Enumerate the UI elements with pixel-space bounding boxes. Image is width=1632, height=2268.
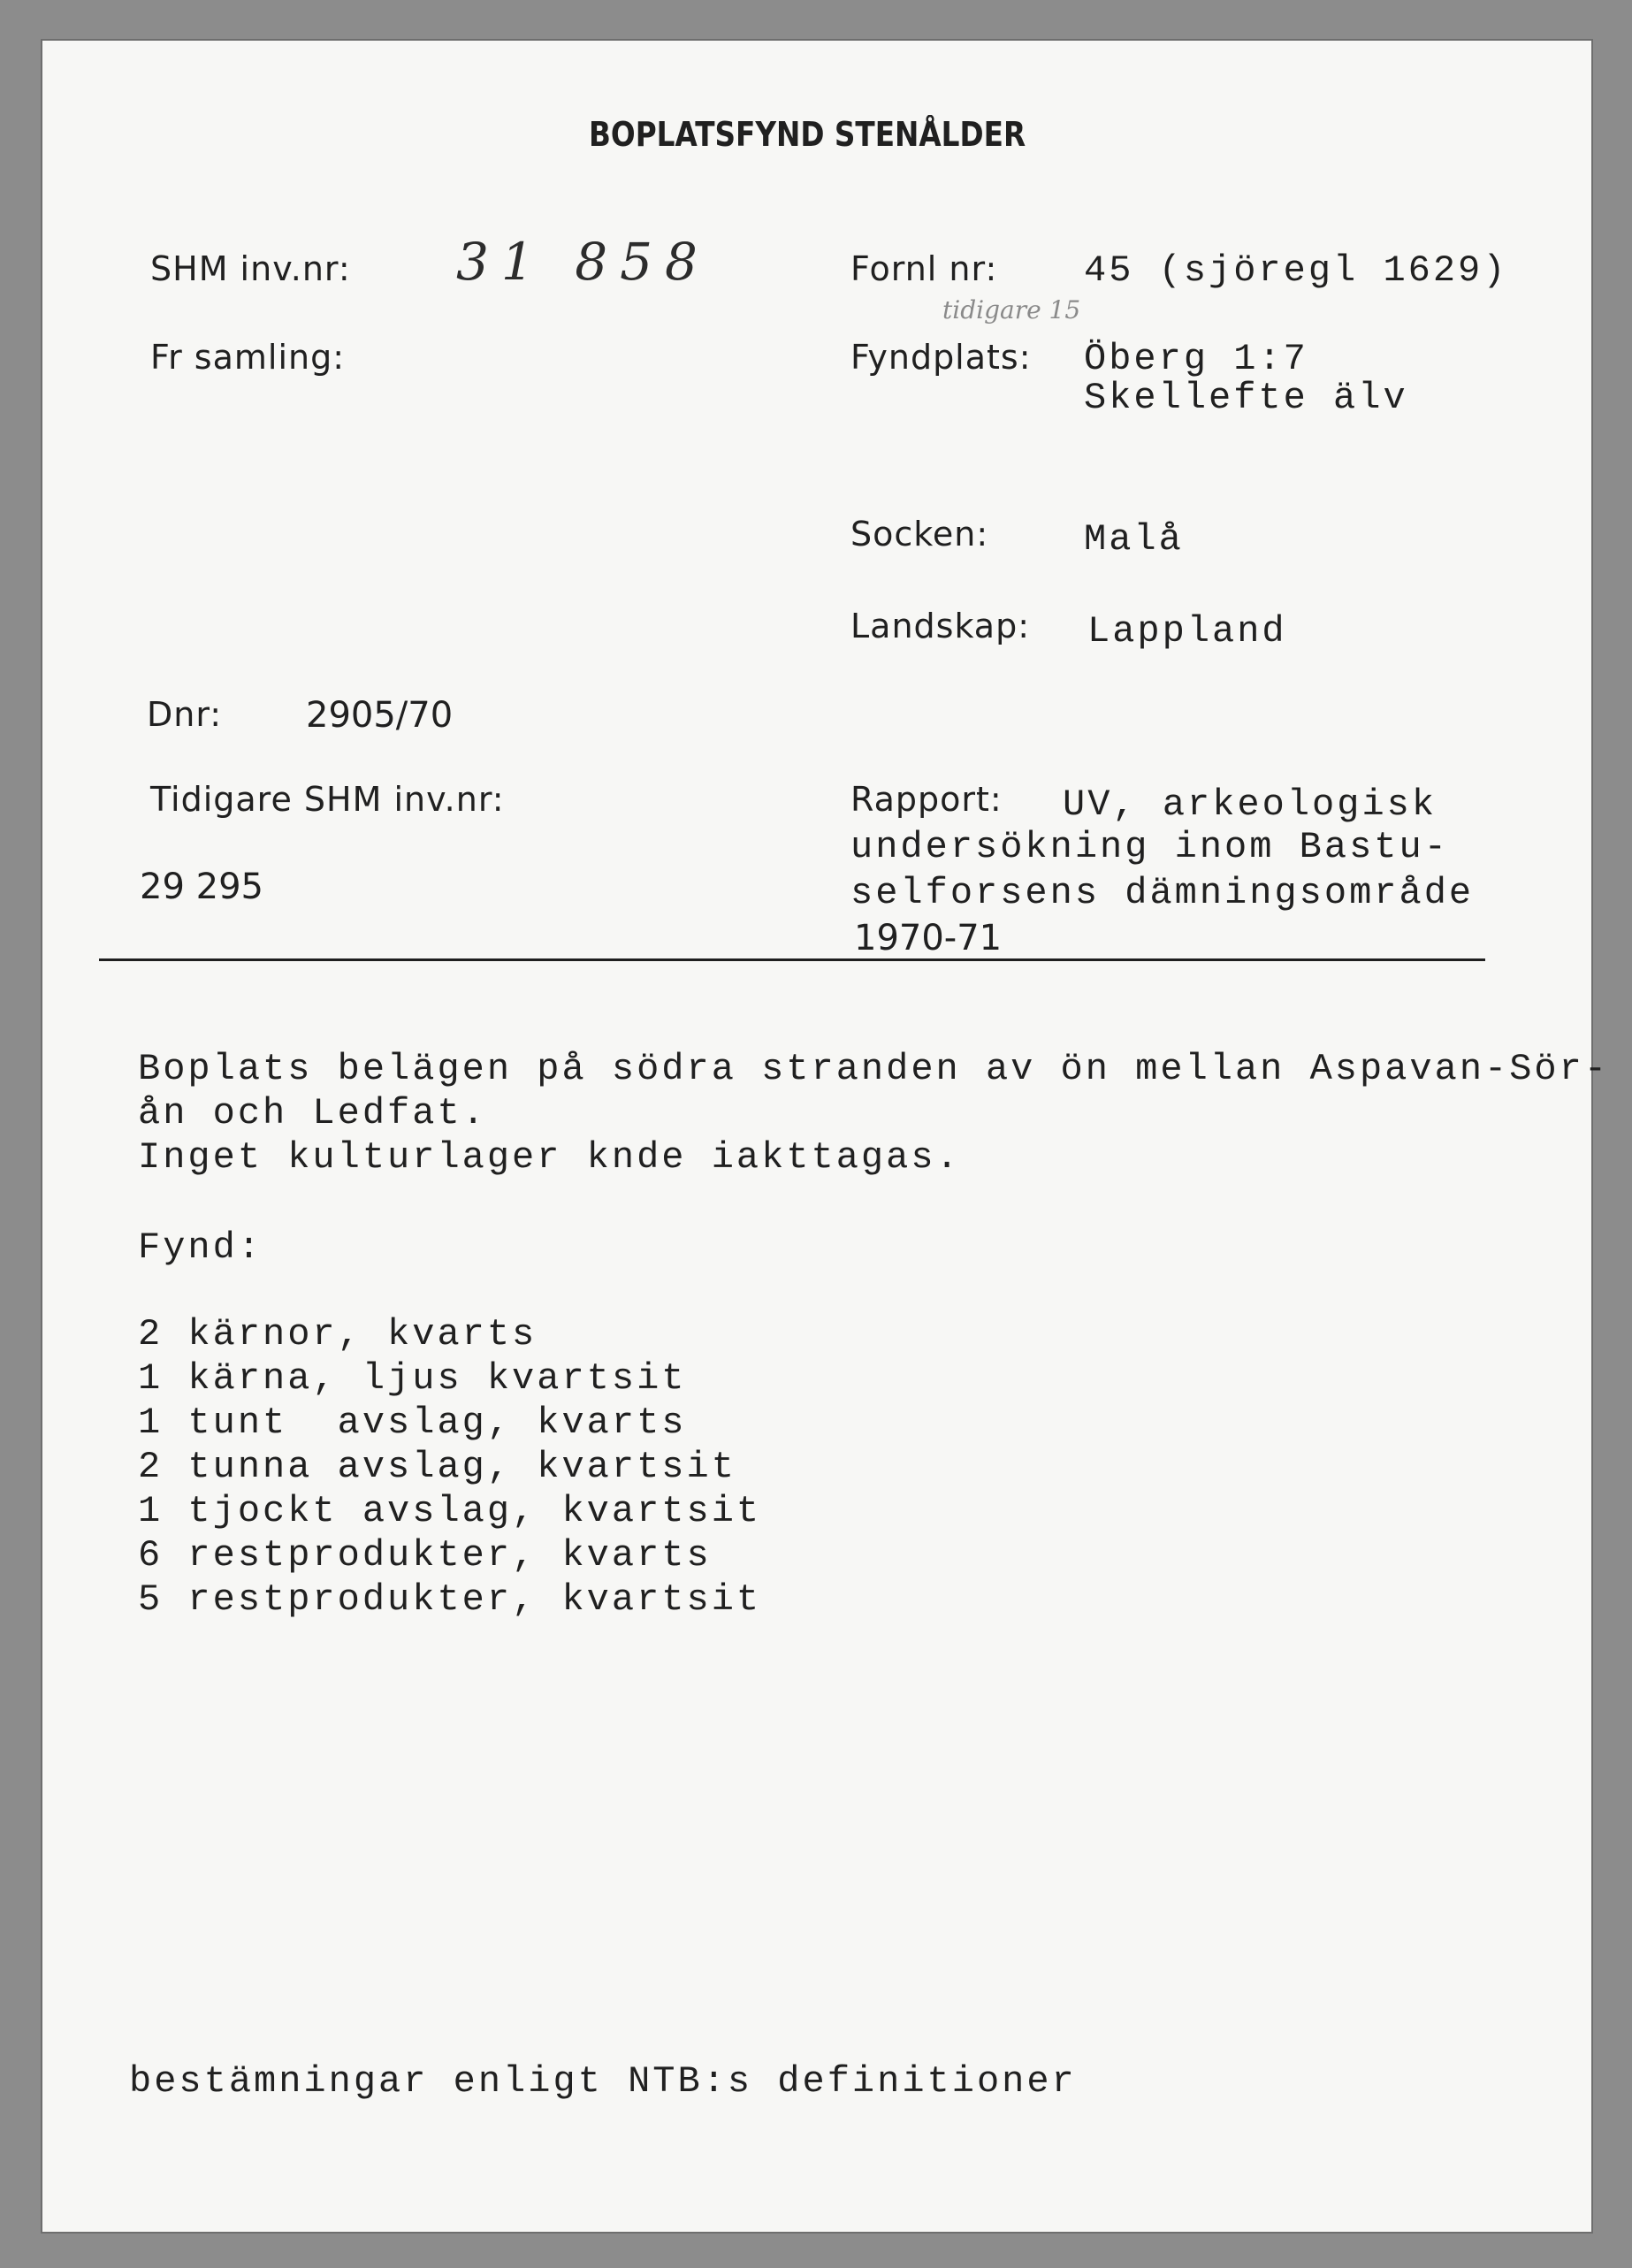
fyndplats-label: Fyndplats: bbox=[850, 338, 1032, 377]
footer-note: bestämningar enligt NTB:s definitioner bbox=[129, 2060, 1077, 2103]
tidigare-label: Tidigare SHM inv.nr: bbox=[150, 780, 505, 819]
fornl-label: Fornl nr: bbox=[850, 249, 998, 288]
rapport-label: Rapport: bbox=[850, 780, 1003, 819]
divider-line bbox=[99, 958, 1485, 961]
fynd-heading: Fynd: bbox=[138, 1226, 263, 1269]
rapport-line2: undersökning inom Bastu- bbox=[850, 826, 1449, 868]
fynd-list bbox=[138, 1312, 761, 1622]
shm-inv-label: SHM inv.nr: bbox=[150, 249, 351, 288]
description-line: ån och Ledfat. bbox=[138, 1092, 487, 1134]
landskap-label: Landskap: bbox=[850, 607, 1031, 645]
list-item: 1 tjockt avslag, kvartsit bbox=[138, 1490, 762, 1532]
card-title: BOPLATSFYND STENÅLDER bbox=[589, 115, 1026, 154]
description-line: Inget kulturlager knde iakttagas. bbox=[138, 1136, 961, 1179]
list-item: 5 restprodukter, kvartsit bbox=[138, 1578, 762, 1621]
list-item: 1 kärna, ljus kvartsit bbox=[138, 1357, 687, 1400]
rapport-line1: UV, arkeologisk bbox=[1063, 783, 1438, 826]
socken-value: Malå bbox=[1084, 518, 1184, 561]
shm-inv-value: 31 858 bbox=[456, 232, 710, 292]
rapport-line3: selforsens dämningsområde bbox=[850, 872, 1475, 914]
description-line: Boplats belägen på södra stranden av ön mellan Aspavan-Sör- bbox=[138, 1048, 1610, 1090]
list-item: 2 kärnor, kvarts bbox=[138, 1313, 538, 1355]
dnr-label: Dnr: bbox=[147, 695, 223, 734]
list-item: 1 tunt avslag, kvarts bbox=[138, 1401, 687, 1444]
landskap-value: Lappland bbox=[1087, 610, 1287, 653]
rapport-line4: 1970-71 bbox=[854, 918, 1003, 958]
list-item: 6 restprodukter, kvarts bbox=[138, 1534, 712, 1577]
fr-samling-label: Fr samling: bbox=[150, 338, 346, 377]
description-block bbox=[138, 1047, 1609, 1180]
list-item: 2 tunna avslag, kvartsit bbox=[138, 1446, 736, 1488]
fornl-pencil-note: tidigare 15 bbox=[942, 295, 1081, 325]
fyndplats-line2: Skellefte älv bbox=[1084, 377, 1408, 419]
fornl-value: 45 (sjöregl 1629) bbox=[1084, 249, 1508, 292]
fyndplats-line1: Öberg 1:7 bbox=[1084, 338, 1308, 380]
tidigare-value: 29 295 bbox=[140, 867, 263, 907]
socken-label: Socken: bbox=[850, 515, 989, 554]
dnr-value: 2905/70 bbox=[306, 695, 454, 736]
